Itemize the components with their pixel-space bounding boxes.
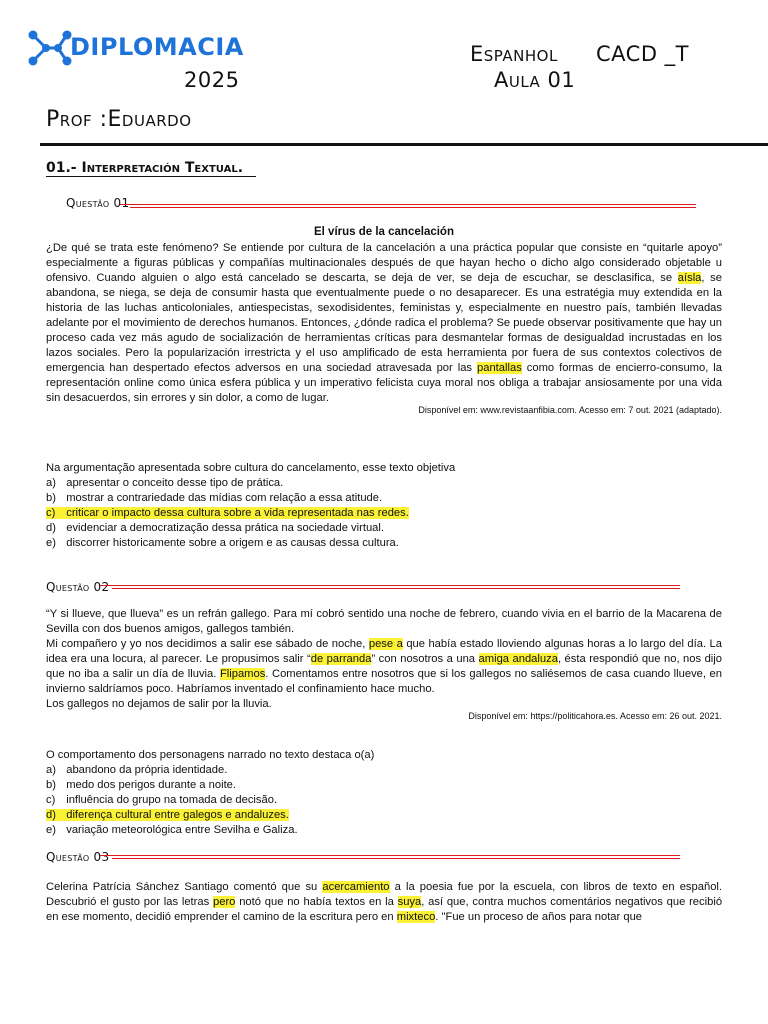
option-c-highlighted: c) criticar o impacto dessa cultura sobre a vida representada nas redes.: [46, 507, 409, 519]
option-b: b) medo dos perigos durante a noite.: [46, 779, 237, 791]
professor-name: Prof :Eduardo: [46, 107, 192, 132]
logo-text: DIPLOMACIA: [70, 33, 244, 61]
question-3-text: Celerina Patrícia Sánchez Santiago comentó que su acercamiento a la poesia fue por la escuela, con libros de texto en español. Descubrió el gusto por las letras pero notó que no había textos en la suya, así que, contra muchos comentários negativos que recibió en ese momento, decidió emprender el camino de la escritura pero en mixteco. "Fue un proceso de años para notar que: [46, 881, 723, 923]
highlight: acercamiento: [322, 881, 390, 893]
highlight: mixteco: [396, 911, 436, 923]
question-stem: Na argumentação apresentada sobre cultura do cancelamento, esse texto objetiva: [46, 462, 456, 474]
option-a: a) apresentar o conceito desse tipo de prática.: [46, 477, 284, 489]
section-underline: [46, 176, 256, 177]
red-strike-line: [100, 855, 680, 856]
year: 2025: [184, 68, 240, 92]
lesson-title: Aula 01: [494, 68, 576, 92]
section-title: 01.- Interpretación Textual.: [46, 160, 244, 176]
option-d-highlighted: d) diferença cultural entre galegos e andaluzes.: [46, 809, 289, 821]
highlight: pantallas: [477, 362, 522, 374]
option-e: e) variação meteorológica entre Sevilha e Galiza.: [46, 824, 298, 836]
question-1-options: [46, 461, 722, 551]
question-stem: O comportamento dos personagens narrado no texto destaca o(a): [46, 749, 375, 761]
highlight: Flipamos: [219, 668, 266, 680]
highlight: pero: [213, 896, 236, 908]
question-1-text: ¿De qué se trata este fenómeno? Se entiende por cultura de la cancelación a una práctica popular que consiste en “quitarle apoyo” especialmente a figuras públicas y compañías multinacionales después de que hayan hecho o dicho algo considerado objetable u ofensivo. Cuando alguien o algo está cancelado se descarta, se deja de ver, se deja de escuchar, se desclasifica, se aísla, se abandona, se niega, se deja de consumir hasta que eventualmente puede o no desaparecer. Es una estratégia muy extendida en la historia de las luchas anticoloniales, antiespecistas, sexodisidentes, feministas y, especialmente en nuestro país, también llevadas adelante por el movimiento de derechos humanos. Entonces, ¿dónde radica el problema? Se puede observar positivamente que hay un proceso cada vez más agudo de socialización de herramientas críticas para desmantelar formas de desigualdad incrustadas en los lazos sociales. Pero la popularización irrestricta y el uso amplificado de esta herramienta por fuera de sus contextos colectivos de emergencia han despertado efectos adversos en una sociedad atravesada por las pantallas como formas de encierro-consumo, la representación online como única esfera pública y un imperativo felicista cuya moral nos obliga a trabajar ansiosamente por una vida sin desacuerdos, sin errores y sin dolor, a como de lugar.: [46, 242, 723, 404]
question-2-text: “Y si llueve, que llueva” es un refrán gallego. Para mí cobró sentido una noche de febrero, cuando vivia en el barrio de la Macarena de Sevilla con dos buenos amigos, gallegos también. Mi compañero y yo nos decidimos a salir ese sábado de noche, pese a que había estado lloviendo algunas horas a lo largo del día. La idea era una locura, al parecer. Le propusimos salir “de parranda” con nosotros a una amiga andaluza, ésta respondió que no, nos dijo que no iba a salir un día de lluvia. Flipamos. Comentamos entre nosotros que si los gallegos no saliésemos de casa cuando llueve, en invierno saldríamos poco. Habríamos inventado el confinamiento hace mucho. Los gallegos no dejamos de salir por la lluvia.: [46, 608, 723, 710]
highlight: de parranda: [310, 653, 372, 665]
option-b: b) mostrar a contrariedade das mídias com relação a essa atitude.: [46, 492, 383, 504]
option-d: d) evidenciar a democratização dessa prática na sociedade virtual.: [46, 522, 384, 534]
highlight: aísla: [677, 272, 702, 284]
subject-title: Espanhol: [470, 42, 558, 66]
question-2-label: Questão 02: [46, 580, 110, 594]
source-citation: Disponível em: www.revistaanfibia.com. Acesso em: 7 out. 2021 (adaptado).: [418, 405, 722, 415]
question-2-options: [46, 748, 722, 838]
red-strike-line: [112, 588, 680, 589]
header-divider: [40, 143, 768, 146]
source-citation: Disponível em: https://politicahora.es. Acesso em: 26 out. 2021.: [468, 711, 722, 721]
red-strike-line: [130, 207, 696, 208]
text-title: El vírus de la cancelación: [314, 226, 454, 238]
highlight: pese a: [368, 638, 403, 650]
red-strike-line: [100, 585, 680, 586]
course-code: CACD _T: [596, 42, 689, 66]
question-3-label: Questão 03: [46, 850, 110, 864]
option-a: a) abandono da própria identidade.: [46, 764, 228, 776]
question-1-label: Questão 01: [66, 196, 130, 210]
option-c: c) influência do grupo na tomada de decisão.: [46, 794, 278, 806]
red-strike-line: [120, 204, 696, 205]
option-e: e) discorrer historicamente sobre a origem e as causas dessa cultura.: [46, 537, 399, 549]
highlight: suya: [397, 896, 422, 908]
highlight: amiga andaluza: [478, 653, 558, 665]
red-strike-line: [112, 858, 680, 859]
